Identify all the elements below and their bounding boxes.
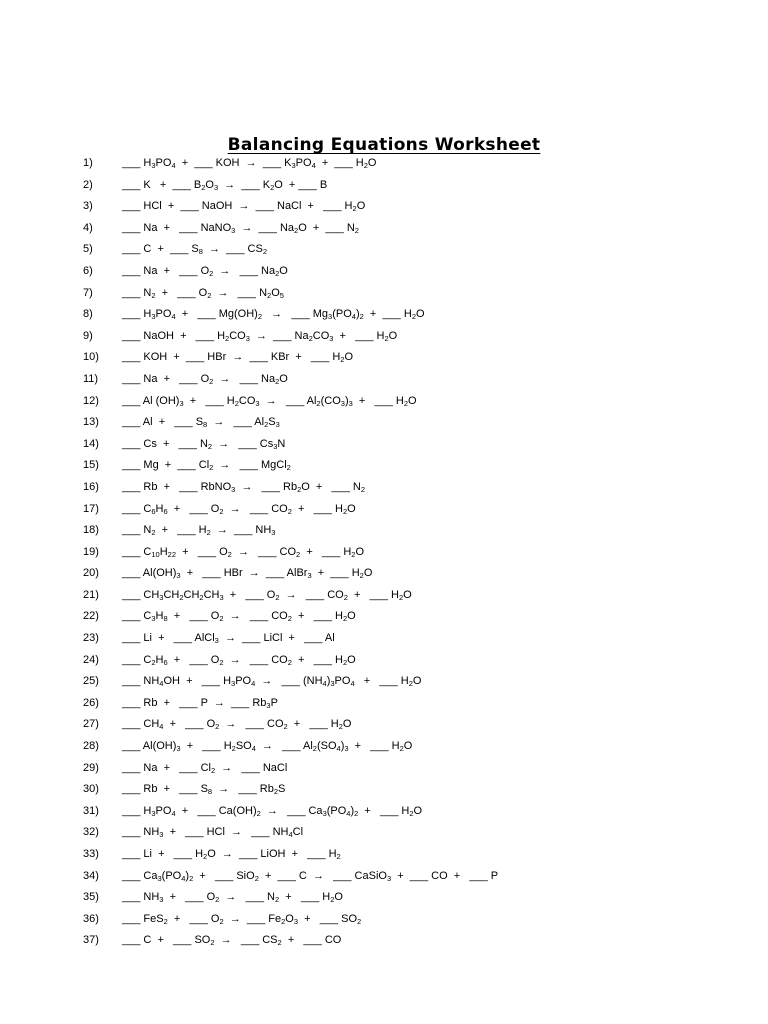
equation-number: 27) [83,718,99,731]
equation-row [0,261,768,283]
equation-text: ___ Cs + ___ $N_2$ → ___ $Cs_3N$ [122,437,286,451]
equation-row [0,801,768,823]
equation-text: ___ NaOH + ___ $H_2CO_3$ → ___ $Na_2CO_3$ + ___ $H_2O$ [122,329,398,343]
equation-row [0,326,768,348]
equation-row [0,499,768,521]
equation-text: ___ Na + ___ NaNO$_3$ → ___ $Na_2O$ + ___ $N_2$ [122,221,359,235]
equation-number: 35) [83,891,99,904]
equation-text: ___ $C_{10}H_{22}$ + ___ $O_2$ → ___ $CO_2$ + ___ $H_2O$ [122,545,365,559]
equation-row [0,391,768,413]
equation-text: ___ $H_3PO_4$ + ___ $Mg(OH)_2$ → ___ $Mg_3(PO_4)_2$ + ___ $H_2O$ [122,308,425,322]
equation-text: ___ Rb + ___ RbNO$_3$ → ___ $Rb_2O$ + ___ $N_2$ [122,480,366,494]
equation-number: 28) [83,740,99,753]
equation-number: 11) [83,372,99,385]
equation-number: 26) [83,696,99,709]
equation-text: ___ $H_3PO_4$ + ___ KOH → ___ $K_3PO_4$ + ___ $H_2O$ [122,157,377,170]
equation-number: 7) [83,286,93,299]
equation-row [0,650,768,672]
equation-number: 20) [83,567,99,580]
equation-row [0,909,768,931]
equation-text: ___ HCl + ___ NaOH → ___ NaCl + ___ $H_2O$ [122,200,366,214]
equation-row [0,758,768,780]
equation-number: 3) [83,200,93,213]
equation-text: ___ K + ___ $B_2O_3$ → ___ $K_2O$ + ___ B [122,178,328,192]
equation-row [0,585,768,607]
equation-row [0,671,768,693]
equation-number: 30) [83,783,99,796]
equation-text: ___ Al $(OH)_3$ + ___ $H_2CO_3$ → ___ $Al_2(CO_3)_3$ + ___ $H_2O$ [122,394,417,408]
equation-number: 31) [83,804,99,817]
equation-number: 10) [83,351,99,364]
equation-text: ___ $CH_3CH_2CH_2CH_3$ + ___ $O_2$ → ___ $CO_2$ + ___ $H_2O$ [122,588,412,602]
equation-number: 14) [83,437,99,450]
equation-number: 16) [83,480,99,493]
equation-text: ___ $N_2$ + ___ $O_2$ → ___ $N_2O_5$ [122,286,284,300]
equation-row [0,714,768,736]
equation-row [0,434,768,456]
equation-row [0,866,768,888]
equation-number: 2) [83,178,93,191]
equation-row [0,822,768,844]
equation-number: 12) [83,394,99,407]
equation-text: ___ Na + ___ $O_2$ → ___ $Na_2O$ [122,264,288,278]
equation-row [0,175,768,197]
equation-row [0,693,768,715]
equation-row [0,930,768,952]
equation-row [0,196,768,218]
equation-text: ___ $NH_3$ + ___ HCl → ___ $NH_4Cl$ [122,826,304,840]
equation-number: 25) [83,675,99,688]
equation-row [0,736,768,758]
equation-text: ___ KOH + ___ HBr → ___ KBr + ___ $H_2O$ [122,351,354,365]
equation-number: 13) [83,416,99,429]
equation-row [0,606,768,628]
equation-list [0,153,768,952]
equation-number: 34) [83,869,99,882]
equation-row [0,477,768,499]
equation-text: ___ FeS$_2$ + ___ $O_2$ → ___ $Fe_2O_3$ + ___ $SO_2$ [122,912,362,926]
equation-text: ___ $C_6H_6$ + ___ $O_2$ → ___ $CO_2$ + ___ $H_2O$ [122,502,356,516]
equation-text: ___ $Al(OH)_3$ + ___ HBr → ___ AlBr$_3$ + ___ $H_2O$ [122,567,373,581]
equation-row [0,347,768,369]
equation-row [0,153,768,175]
equation-text: ___ Mg + ___ $Cl_2$ → ___ MgCl$_2$ [122,459,291,473]
equation-text: ___ C + ___ $SO_2$ → ___ $CS_2$ + ___ CO [122,934,342,948]
equation-number: 21) [83,588,99,601]
equation-number: 6) [83,264,93,277]
equation-text: ___ $NH_3$ + ___ $O_2$ → ___ $N_2$ + ___ $H_2O$ [122,891,343,905]
equation-text: ___ Li + ___ $H_2O$ → ___ LiOH + ___ $H_2$ [122,848,341,861]
worksheet-title: Balancing Equations Worksheet [227,135,541,156]
equation-row [0,218,768,240]
equation-number: 8) [83,308,93,321]
equation-text: ___ Rb + ___ $S_8$ → ___ $Rb_2S$ [122,783,286,797]
equation-number: 32) [83,826,99,839]
equation-number: 5) [83,243,93,256]
equation-number: 18) [83,524,99,537]
equation-number: 24) [83,653,99,666]
equation-row [0,520,768,542]
equation-row [0,563,768,585]
equation-number: 4) [83,221,93,234]
equation-row [0,283,768,305]
equation-row [0,779,768,801]
equation-number: 17) [83,502,99,515]
equation-number: 15) [83,459,99,472]
equation-row [0,887,768,909]
equation-text: ___ $NH_4OH$ + ___ $H_3PO_4$ → ___ $(NH_4)_3PO_4$ + ___ $H_2O$ [122,675,422,689]
equation-row [0,369,768,391]
equation-number: 33) [83,848,99,860]
equation-text: ___ Li + ___ AlCl$_3$ → ___ LiCl + ___ Al [122,632,335,646]
equation-row [0,542,768,564]
equation-text: ___ $C_3H_8$ + ___ $O_2$ → ___ $CO_2$ + ___ $H_2O$ [122,610,356,624]
equation-row [0,412,768,434]
equation-text: ___ C + ___ $S_8$ → ___ $CS_2$ [122,243,268,257]
equation-text: ___ $Ca_3(PO_4)_2$ + ___ SiO$_2$ + ___ C → ___ CaSiO$_3$ + ___ CO + ___ P [122,869,499,883]
equation-text: ___ Al + ___ $S_8$ → ___ $Al_2S_3$ [122,416,280,430]
equation-text: ___ $N_2$ + ___ $H_2$ → ___ $NH_3$ [122,524,276,538]
equation-text: ___ $CH_4$ + ___ $O_2$ → ___ $CO_2$ + ___ $H_2O$ [122,718,352,732]
equation-text: ___ $Al(OH)_3$ + ___ $H_2SO_4$ → ___ $Al_2(SO_4)_3$ + ___ $H_2O$ [122,740,413,754]
equation-text: ___ $C_2H_6$ + ___ $O_2$ → ___ $CO_2$ + ___ $H_2O$ [122,653,356,667]
equation-row [0,455,768,477]
equation-text: ___ Rb + ___ P → ___ $Rb_3P$ [122,696,278,710]
equation-text: ___ Na + ___ $O_2$ → ___ $Na_2O$ [122,372,288,386]
equation-row [0,304,768,326]
equation-number: 22) [83,610,99,623]
equation-number: 9) [83,329,93,342]
equation-number: 37) [83,934,99,947]
equation-row [0,844,768,866]
equation-text: ___ Na + ___ $Cl_2$ → ___ NaCl [122,761,288,775]
equation-row [0,628,768,650]
equation-number: 23) [83,632,99,645]
equation-row [0,239,768,261]
equation-text: ___ $H_3PO_4$ + ___ $Ca(OH)_2$ → ___ $Ca_3(PO_4)_2$ + ___ $H_2O$ [122,804,423,818]
equation-number: 19) [83,545,99,558]
equation-number: 29) [83,761,99,774]
equation-number: 1) [83,157,93,169]
equation-number: 36) [83,912,99,925]
